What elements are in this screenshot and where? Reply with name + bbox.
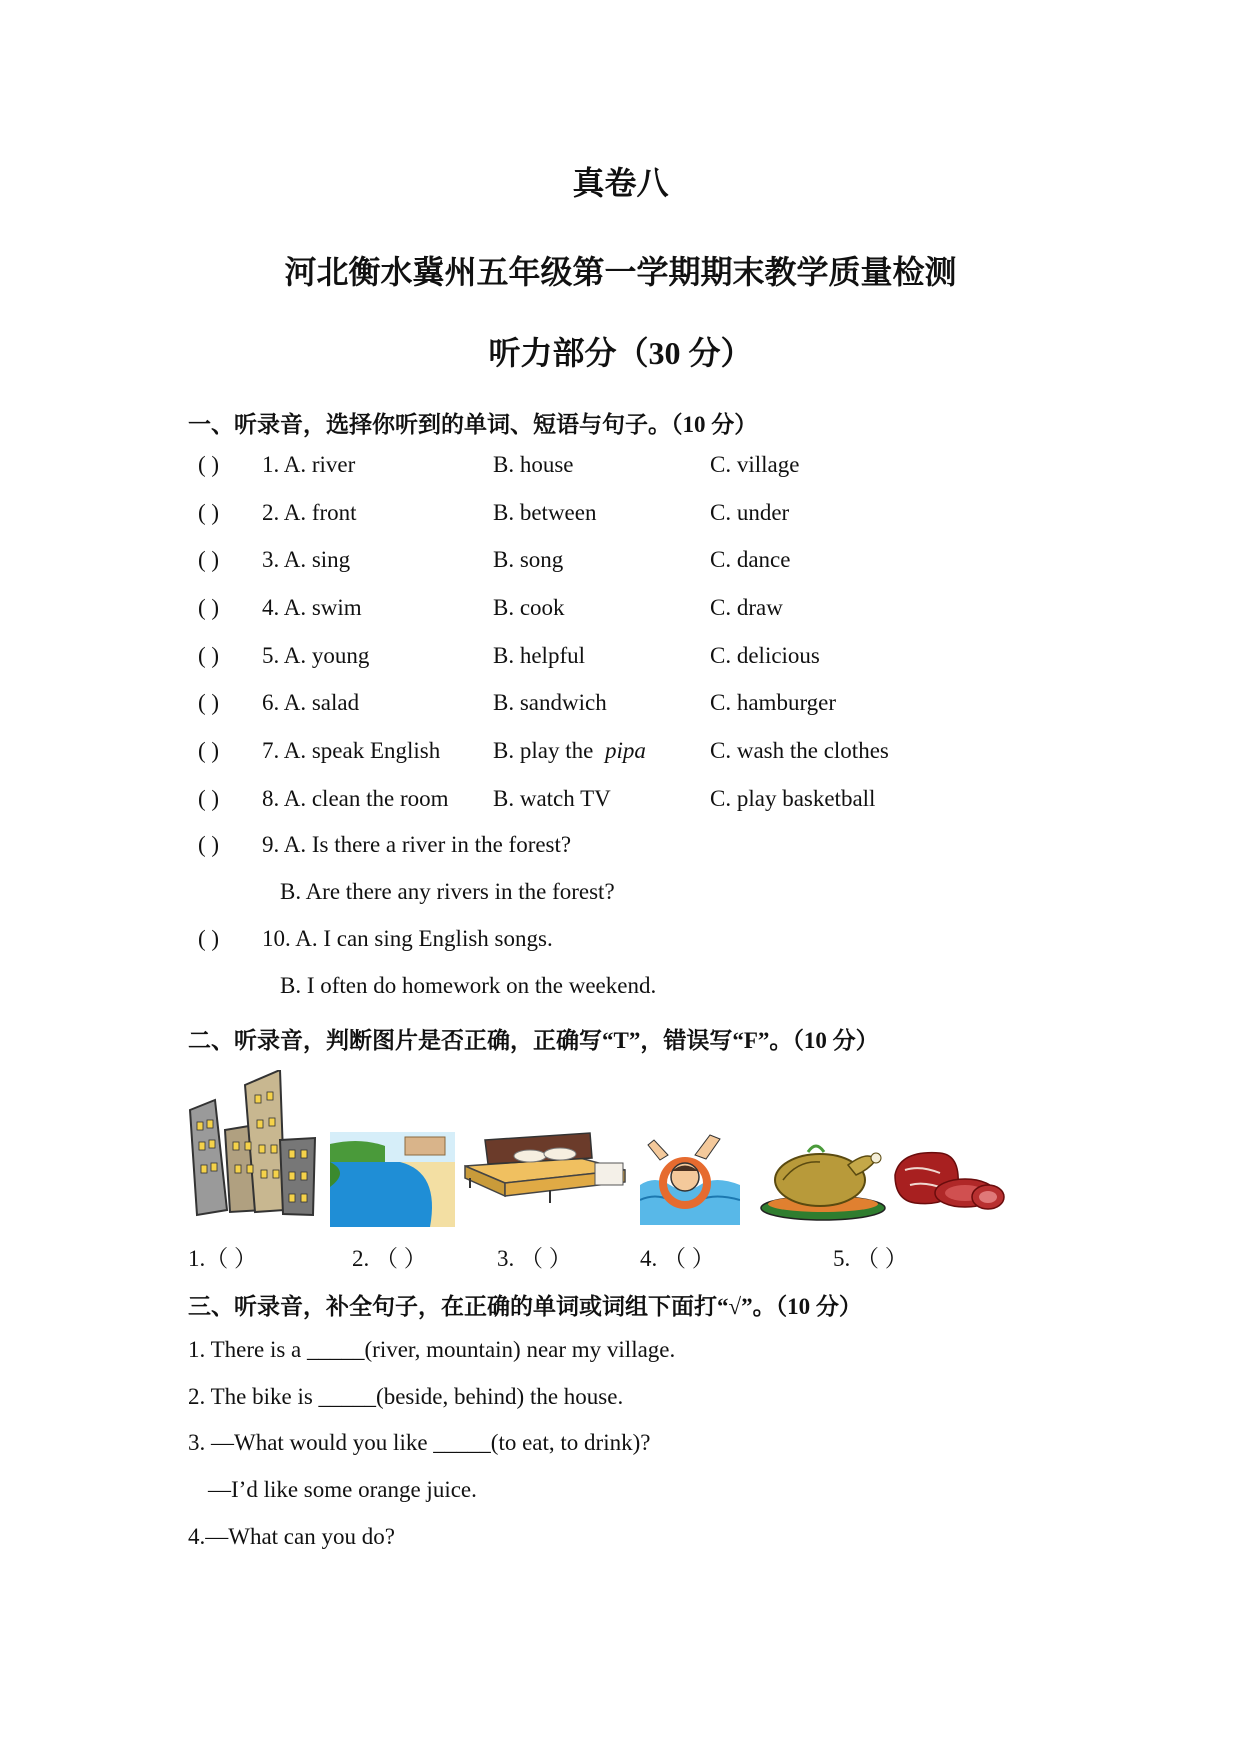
beach-picture	[330, 1132, 455, 1227]
fill-sentence-4: 4.—What can you do?	[188, 1524, 395, 1549]
question-5-option-c: C. delicious	[710, 643, 820, 668]
roast-chicken-picture	[758, 1130, 888, 1222]
question-2-option-b	[493, 500, 596, 526]
option-b-text: B. song	[493, 547, 564, 572]
page-title: 真卷八	[572, 165, 669, 201]
question-1-option-b	[493, 452, 574, 478]
question-9-option-b: B. Are there any rivers in the forest?	[280, 879, 615, 904]
option-b-text: B. helpful	[493, 643, 585, 668]
question-4-option-c: C. draw	[710, 595, 783, 620]
question-7-bracket[interactable]: ( )	[198, 738, 220, 763]
question-8-option-c: C. play basketball	[710, 786, 876, 811]
fill-sentence-3: 3. —What would you like _____(to eat, to drink)?	[188, 1430, 651, 1455]
buildings-picture	[185, 1070, 330, 1220]
question-6-option-b	[493, 690, 607, 716]
question-4-bracket[interactable]: ( )	[198, 595, 220, 620]
meat-picture	[890, 1145, 1005, 1215]
question-1-option-c: C. village	[710, 452, 800, 477]
question-10-option-b: B. I often do homework on the weekend.	[280, 973, 657, 998]
question-6-option-c: C. hamburger	[710, 690, 837, 715]
question-8-bracket[interactable]: ( )	[198, 786, 220, 811]
question-2-option-c: C. under	[710, 500, 790, 525]
picture-3-answer[interactable]: 3. （ ）	[497, 1246, 572, 1271]
option-b-text: B. sandwich	[493, 690, 607, 715]
option-b-text: B. play the	[493, 738, 594, 763]
fill-sentence-2: 2. The bike is _____(beside, behind) the house.	[188, 1384, 624, 1409]
question-5-option-b	[493, 643, 585, 669]
question-6-bracket[interactable]: ( )	[198, 690, 220, 715]
question-1-option-a: 1. A. river	[262, 452, 356, 477]
question-10-option-a: 10. A. I can sing English songs.	[262, 926, 553, 951]
exam-title: 河北衡水冀州五年级第一学期期末教学质量检测	[284, 254, 957, 290]
fill-sentence-1: 1. There is a _____(river, mountain) near my village.	[188, 1337, 676, 1362]
question-9-bracket[interactable]: ( )	[198, 832, 220, 857]
question-3-option-b	[493, 547, 563, 573]
question-1-bracket[interactable]: ( )	[198, 452, 220, 477]
question-9-option-a: 9. A. Is there a river in the forest?	[262, 832, 572, 857]
section3-heading: 三、听录音，补全句子，在正确的单词或词组下面打“√”。（10 分）	[188, 1294, 862, 1319]
picture-4-answer[interactable]: 4. （ ）	[640, 1246, 715, 1271]
bed-picture	[460, 1128, 630, 1208]
section1-heading: 一、听录音，选择你听到的单词、短语与句子。（10 分）	[188, 412, 758, 437]
question-7-option-b	[493, 738, 646, 764]
option-b-text: B. cook	[493, 595, 565, 620]
question-7-option-a: 7. A. speak English	[262, 738, 441, 763]
picture-2-answer[interactable]: 2. （ ）	[352, 1246, 427, 1271]
part-title: 听力部分（30 分）	[488, 335, 753, 371]
question-10-bracket[interactable]: ( )	[198, 926, 220, 951]
question-8-option-b	[493, 786, 611, 812]
fill-sentence-3-reply: —I’d like some orange juice.	[208, 1477, 477, 1502]
question-6-option-a: 6. A. salad	[262, 690, 360, 715]
question-8-option-a: 8. A. clean the room	[262, 786, 449, 811]
option-b-text: B. watch TV	[493, 786, 611, 811]
question-2-bracket[interactable]: ( )	[198, 500, 220, 525]
picture-1-answer[interactable]: 1.（ ）	[188, 1246, 257, 1271]
question-4-option-a: 4. A. swim	[262, 595, 362, 620]
question-3-bracket[interactable]: ( )	[198, 547, 220, 572]
picture-5-answer[interactable]: 5. （ ）	[833, 1246, 908, 1271]
question-4-option-b	[493, 595, 565, 621]
question-3-option-a: 3. A. sing	[262, 547, 351, 572]
question-5-bracket[interactable]: ( )	[198, 643, 220, 668]
section2-heading: 二、听录音，判断图片是否正确，正确写“T”，错误写“F”。（10 分）	[188, 1028, 879, 1053]
question-3-option-c: C. dance	[710, 547, 791, 572]
question-5-option-a: 5. A. young	[262, 643, 370, 668]
question-2-option-a: 2. A. front	[262, 500, 357, 525]
option-b-text: B. house	[493, 452, 574, 477]
option-b-italic-word: pipa	[605, 738, 646, 763]
swimming-picture	[640, 1125, 740, 1225]
question-7-option-c: C. wash the clothes	[710, 738, 889, 763]
option-b-text: B. between	[493, 500, 597, 525]
